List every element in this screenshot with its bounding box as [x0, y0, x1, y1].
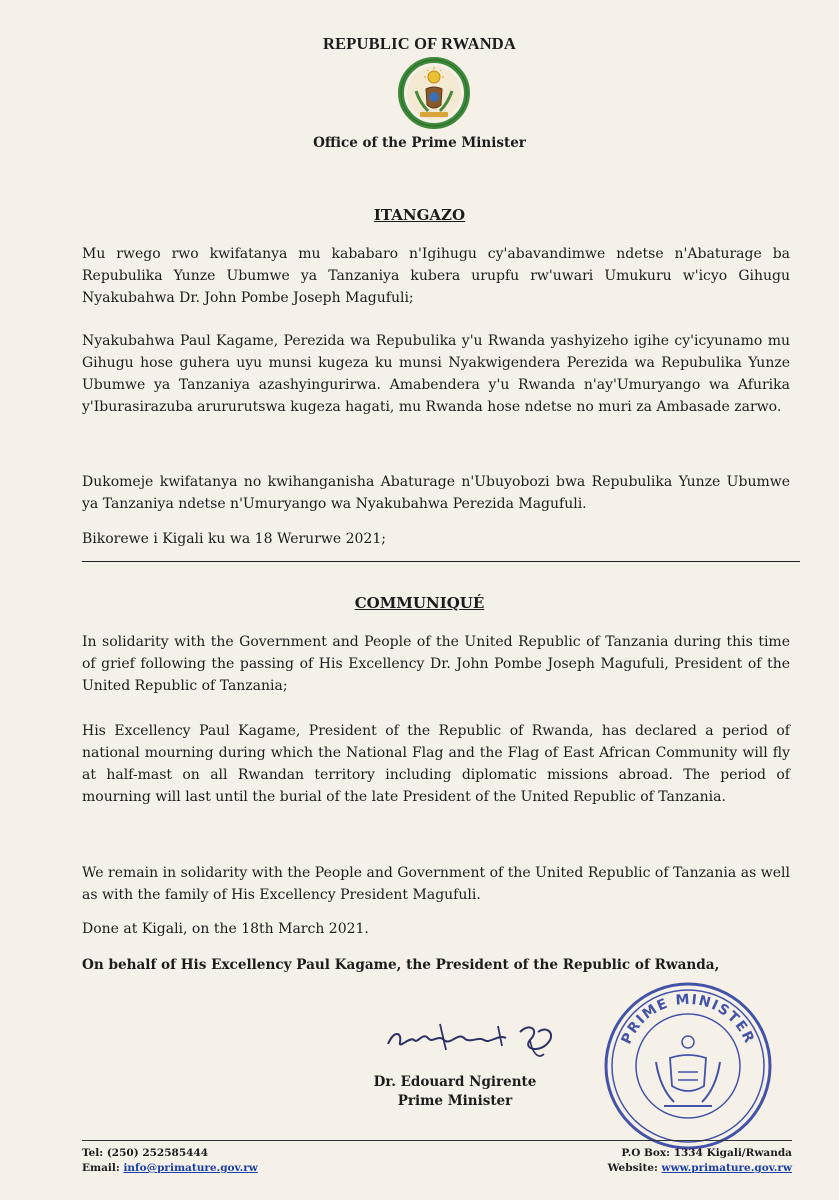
country-title: REPUBLIC OF RWANDA: [322, 34, 517, 53]
section-divider: [82, 561, 800, 562]
signatory-title: Prime Minister: [397, 1093, 513, 1109]
signatory-name: Dr. Edouard Ngirente: [373, 1074, 537, 1090]
itangazo-paragraph-1: Mu rwego rwo kwifatanya mu kababaro n'Igihugu cy'abavandimwe ndetse n'Abaturage ba Repubulika Yunze Ubumwe ya Tanzaniya kubera urupfu rw'uwari Umukuru w'icyo Gihugu Nyakubahwa Dr. John Pombe Joseph Magufuli;: [82, 246, 790, 306]
website-label: Website:: [607, 1162, 658, 1174]
email-link[interactable]: info@primature.gov.rw: [123, 1162, 258, 1174]
rwanda-coat-of-arms-icon: [398, 57, 470, 129]
footer-left: [82, 1146, 258, 1176]
email-label: Email:: [82, 1162, 120, 1174]
tel-label: Tel:: [82, 1147, 104, 1159]
itangazo-paragraph-2: Nyakubahwa Paul Kagame, Perezida wa Repubulika y'u Rwanda yashyizeho igihe cy'icyunamo mu Gihugu hose guhera uyu munsi kugeza ku munsi Nyakwigendera Perezida wa Repubulika Yunze Ubumwe ya Tanzaniya azashyingurirwa. Amabendera y'u Rwanda n'ay'Umuryango wa Afurika y'Iburasirazuba arururutswa kugeza hagati, mu Rwanda hose ndetse no muri za Ambasade zarwo.: [82, 333, 790, 415]
communique-date: Done at Kigali, on the 18th March 2021.: [82, 921, 369, 937]
itangazo-paragraph-3: Dukomeje kwifatanya no kwihanganisha Abaturage n'Ubuyobozi bwa Repubulika Yunze Ubumwe ya Tanzaniya ndetse n'Umuryango wa Nyakubahwa Perezida Magufuli.: [82, 474, 790, 512]
handwritten-signature-icon: [380, 1010, 580, 1065]
itangazo-date: Bikorewe i Kigali ku wa 18 Werurwe 2021;: [82, 531, 386, 547]
po-box: P.O Box: 1334 Kigali/Rwanda: [621, 1147, 792, 1159]
website-link[interactable]: www.primature.gov.rw: [661, 1162, 792, 1174]
communique-heading: COMMUNIQUÉ: [354, 594, 485, 612]
communique-paragraph-2: His Excellency Paul Kagame, President of the Republic of Rwanda, has declared a period of national mourning during which the National Flag and the Flag of East African Community will fly at half-mast on all Rwandan territory including diplomatic missions abroad. The period of mourning will last until the burial of the late President of the United Republic of Tanzania.: [82, 723, 790, 805]
tel-value: (250) 252585444: [106, 1147, 209, 1159]
communique-paragraph-3: We remain in solidarity with the People and Government of the United Republic of Tanzania as well as with the family of His Excellency President Magufuli.: [82, 865, 790, 903]
communique-paragraph-1: In solidarity with the Government and People of the United Republic of Tanzania during this time of grief following the passing of His Excellency Dr. John Pombe Joseph Magufuli, President of the United Republic of Tanzania;: [82, 634, 790, 694]
office-title: Office of the Prime Minister: [313, 135, 526, 151]
footer-divider: [82, 1140, 792, 1141]
footer-right: [608, 1146, 792, 1176]
prime-minister-stamp-icon: [598, 976, 778, 1156]
on-behalf-line: On behalf of His Excellency Paul Kagame, the President of the Republic of Rwanda,: [82, 957, 720, 973]
stamp-text: PRIME MINISTER: [618, 991, 758, 1047]
itangazo-heading: ITANGAZO: [373, 206, 466, 224]
